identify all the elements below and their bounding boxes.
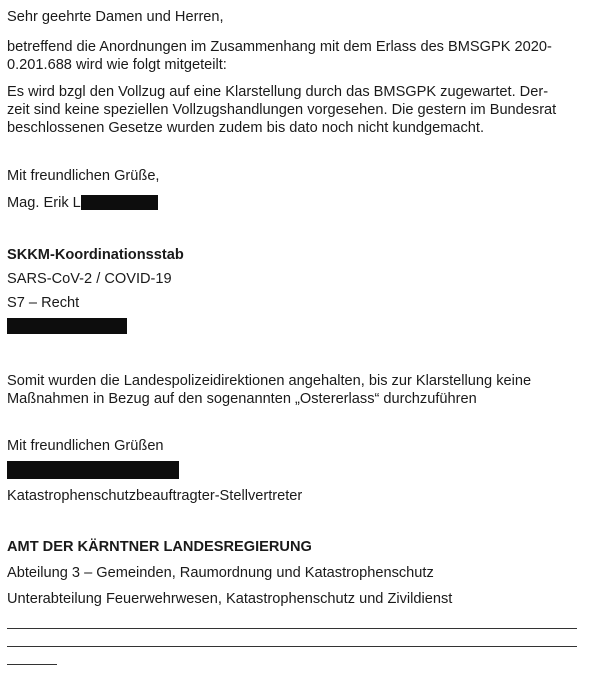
- signatory-name: Mag. Erik L: [7, 195, 81, 211]
- org-name: SKKM-Koordinationsstab: [7, 247, 184, 263]
- org-department: S7 – Recht: [7, 295, 80, 311]
- paragraph-line: Maßnahmen in Bezug auf den sogenannten „Ostererlass“ durchzuführen: [7, 391, 477, 407]
- redaction-bar: [7, 318, 127, 334]
- closing: Mit freundlichen Grüßen: [7, 438, 164, 454]
- closing: Mit freundlichen Grüße,: [7, 168, 160, 184]
- divider-line: [7, 664, 57, 665]
- org-unit: Abteilung 3 – Gemeinden, Raumordnung und Katastrophenschutz: [7, 565, 434, 581]
- paragraph-line: Somit wurden die Landespolizeidirektionen angehalten, bis zur Klarstellung keine: [7, 373, 532, 389]
- salutation: Sehr geehrte Damen und Herren,: [7, 9, 224, 25]
- signatory: [7, 194, 158, 213]
- divider-line: [7, 628, 577, 629]
- paragraph-line: 0.201.688 wird wie folgt mitgeteilt:: [7, 57, 227, 73]
- redaction-bar: [81, 195, 158, 210]
- redaction-bar: [7, 461, 179, 479]
- org-unit: SARS-CoV-2 / COVID-19: [7, 271, 172, 287]
- paragraph-line: betreffend die Anordnungen im Zusammenhang mit dem Erlass des BMSGPK 2020-: [7, 39, 552, 55]
- org-subunit: Unterabteilung Feuerwehrwesen, Katastrophenschutz und Zivildienst: [7, 591, 453, 607]
- paragraph-line: beschlossenen Gesetze wurden zudem bis dato noch nicht kundgemacht.: [7, 120, 485, 136]
- org-name: AMT DER KÄRNTNER LANDESREGIERUNG: [7, 539, 312, 555]
- paragraph-line: Es wird bzgl den Vollzug auf eine Klarstellung durch das BMSGPK zugewartet. Der-: [7, 84, 549, 100]
- paragraph-line: zeit sind keine speziellen Vollzugshandlungen vorgesehen. Die gestern im Bundesrat: [7, 102, 557, 118]
- signatory-title: Katastrophenschutzbeauftragter-Stellvertreter: [7, 488, 303, 504]
- divider-line: [7, 646, 577, 647]
